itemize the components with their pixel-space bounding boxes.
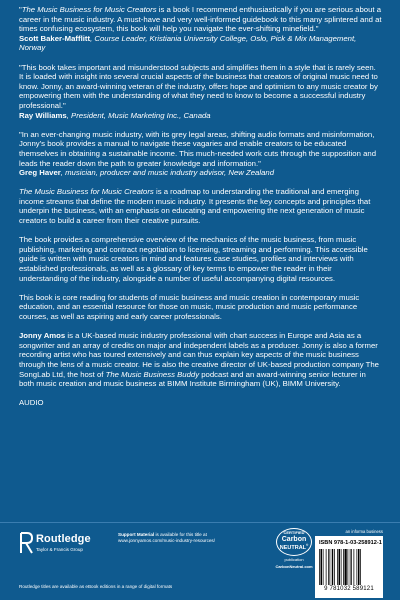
barcode-bar bbox=[319, 549, 320, 585]
ebook-note: Routledge titles are available as eBook editions in a range of digital formats bbox=[19, 584, 173, 589]
quote-2-attribution bbox=[19, 111, 382, 121]
barcode-bar bbox=[348, 549, 349, 585]
description-book-title: The Music Business for Music Creators bbox=[19, 187, 154, 197]
barcode-number: 9 781032 589121 bbox=[324, 586, 374, 592]
description-p1-text: is a roadmap to understanding the traditional and emerging income streams that define the modern music industry. It presents the key concepts and principles that underpin the business, with an emphasis on educating and empowering the next generation of music creators to build a career from their creative pursuits. bbox=[19, 187, 371, 226]
carbon-neutral-badge-icon bbox=[272, 527, 316, 571]
quote-2 bbox=[19, 63, 382, 121]
barcode-bar bbox=[345, 549, 347, 585]
category-label: AUDIO bbox=[19, 398, 44, 408]
barcode-header: an informa business bbox=[345, 529, 383, 534]
quote-1-name: Scott Baker-Mafflitt bbox=[19, 33, 91, 43]
quote-2-text: "This book takes important and misunderstood subjects and simplifies them in a style that is rarely seen. It is loaded with insight into several crucial aspects of the business that creators of original music need to know. Jonny, an award-winning veteran of the industry, offers hope and optimism to any music creator by empowering them with the understanding of what they need to know to become a successful industry professional." bbox=[19, 62, 378, 110]
author-name: Jonny Amos bbox=[19, 331, 66, 341]
quote-1 bbox=[19, 5, 382, 53]
badge-url: CarbonNeutral.com bbox=[275, 564, 313, 569]
barcode-bar bbox=[351, 549, 352, 585]
author-bio-a: is a UK-based music industry professional with chart success in Europe and Asia as a songwriter and an array of credits on major and independent labels as a producer. Jonny is also a former recording artist who has toured extensively and can thus explain key aspects of the music business through the lens of a music creator. He is also the creative director of UK-based production company The SongLab Ltd, the host of bbox=[19, 331, 379, 379]
barcode-bar bbox=[337, 549, 338, 585]
barcode-bar bbox=[326, 549, 327, 585]
barcode-bar bbox=[357, 549, 358, 585]
barcode-bar bbox=[334, 549, 335, 585]
badge-carbon: Carbon bbox=[281, 536, 307, 543]
quote-1-text: is a book I recommend enthusiastically if you are serious about a career in the music industry. A must-have and very well-informed guidebook to this many splintered and at times confusing ecosystem, this book will help you navigate the ever-shifting minefield." bbox=[19, 5, 382, 34]
author-bio bbox=[19, 331, 382, 389]
badge-publication: publication bbox=[284, 557, 304, 562]
barcode-bar bbox=[360, 549, 361, 585]
publisher-name: Routledge bbox=[36, 533, 91, 545]
quote-3-role: , musician, producer and music industry advisor, New Zealand bbox=[60, 168, 275, 178]
barcode-bar bbox=[330, 549, 331, 585]
quote-2-role: , President, Music Marketing Inc., Canada bbox=[66, 110, 211, 120]
description-paragraph-1 bbox=[19, 187, 382, 225]
description-paragraph-3: This book is core reading for students of music business and music creation in contemporary music education, and an essential resource for those on music, music production and music performance courses, as well as aspiring and early career professionals. bbox=[19, 292, 360, 321]
quote-1-role: , Course Leader, Kristiania University College, Oslo, Pick & Mix Management, Norway bbox=[19, 33, 357, 53]
barcode-bar bbox=[332, 549, 334, 585]
barcode-bar bbox=[339, 549, 341, 585]
barcode-bar bbox=[328, 549, 329, 585]
quote-3-attribution bbox=[19, 168, 382, 178]
support-text: is available for this title at bbox=[154, 532, 207, 537]
barcode-bar bbox=[321, 549, 323, 585]
barcode-icon bbox=[319, 549, 379, 585]
isbn-label: ISBN 978-1-03-258912-1 bbox=[319, 540, 382, 546]
description-paragraph-2: The book provides a comprehensive overview of the mechanics of the music business, from music publishing, marketing and contract negotiation to licensing, streaming and performing. This accessible guide is written with music creators in mind and features case studies, profiles and interviews with established professionals, as well as a glossary of key terms to empower the reader in their understanding of the industry, alongside a number of useful accompanying digital resources. bbox=[19, 235, 368, 283]
routledge-logo-icon bbox=[20, 532, 33, 554]
barcode-bar bbox=[354, 549, 355, 585]
barcode-bar bbox=[350, 549, 351, 585]
footer-divider bbox=[0, 522, 400, 523]
author-podcast: The Music Business Buddy bbox=[105, 369, 200, 379]
support-url[interactable]: www.jonnyamos.com/music-industry-resources/ bbox=[118, 538, 216, 543]
quote-1-attribution bbox=[19, 34, 382, 53]
quote-3 bbox=[19, 130, 382, 178]
quote-2-name: Ray Williams bbox=[19, 110, 67, 120]
barcode-bar bbox=[358, 549, 360, 585]
barcode-bar bbox=[341, 549, 342, 585]
support-material-note bbox=[118, 532, 278, 544]
quote-3-text: "In an ever-changing music industry, with its grey legal areas, shifting audio formats and misinformation, Jonny's book provides a manual to navigate these vagaries and enable creators to be educated themselves in obtaining a sustainable income. This much-needed work cuts through the supposition and leads the reader down the path to greater knowledge and information." bbox=[19, 129, 376, 168]
publisher-logo bbox=[20, 532, 110, 562]
publisher-subtitle: Taylor & Francis Group bbox=[36, 547, 83, 552]
support-label: Support Material bbox=[118, 532, 155, 537]
back-cover-text bbox=[19, 5, 382, 418]
badge-certified: CERTIFIED bbox=[283, 530, 305, 535]
quote-3-name: Greg Haver bbox=[19, 168, 61, 178]
barcode-panel bbox=[315, 529, 383, 598]
barcode-bar bbox=[343, 549, 344, 585]
author-bio-b: podcast and an award-winning senior lecturer in both music creation and music business at BIMM Institute Birmingham (UK), BIMM University. bbox=[19, 369, 366, 389]
quote-1-book-title: The Music Business for Music Creators bbox=[21, 5, 157, 14]
barcode-bar bbox=[323, 549, 324, 585]
quote-1-body: "The Music Business for Music Creators is a book I recommend enthusiastically if you are serious about a career in the music industry. A must-have and very well-informed guidebook to this many splintered and at times confusing ecosystem, this book will help you navigate the ever-shifting minefield." bbox=[19, 5, 382, 34]
badge-neutral: NEUTRAL® bbox=[279, 543, 309, 551]
